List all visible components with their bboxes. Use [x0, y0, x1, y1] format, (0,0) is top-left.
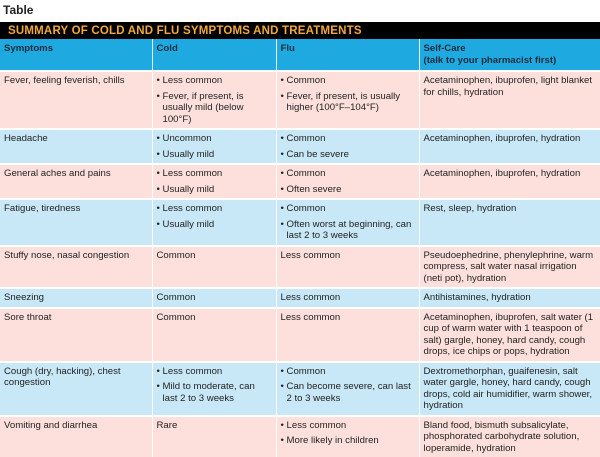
header-symptoms: Symptoms	[0, 39, 152, 71]
bullet-item: • Less common	[157, 168, 272, 180]
symptom-cell: Fever, feeling feverish, chills	[0, 71, 152, 129]
symptom-cell: Sore throat	[0, 308, 152, 362]
self-care-cell: Acetaminophen, ibuprofen, hydration	[419, 164, 600, 199]
bullet-item: • Less common	[281, 420, 415, 432]
flu-cell	[276, 362, 419, 416]
bullet-item: • Less common	[157, 75, 272, 87]
flu-cell	[276, 164, 419, 199]
bullet-item: • Often severe	[281, 184, 415, 196]
self-care-cell: Acetaminophen, ibuprofen, hydration	[419, 129, 600, 164]
header-self-care-note: (talk to your pharmacist first)	[424, 55, 557, 66]
bullet-item: • Fever, if present, is usually mild (below 100°F)	[157, 91, 272, 126]
header-self-care	[419, 39, 600, 71]
bullet-item: • Less common	[157, 203, 272, 215]
cold-cell	[152, 362, 276, 416]
header-cold: Cold	[152, 39, 276, 71]
symptom-cell: General aches and pains	[0, 164, 152, 199]
self-care-cell: Pseudoephedrine, phenylephrine, warm compress, salt water nasal irrigation (neti pot), hydration	[419, 246, 600, 289]
bullet-item: • Usually mild	[157, 219, 272, 231]
bullet-item: • Uncommon	[157, 133, 272, 145]
bullet-item: • Common	[281, 366, 415, 378]
bullet-item: • Common	[281, 168, 415, 180]
cold-cell: Common	[152, 308, 276, 362]
symptoms-table	[0, 39, 600, 457]
bullet-item: • Common	[281, 133, 415, 145]
self-care-cell: Bland food, bismuth subsalicylate, phosphorated carbohydrate solution, loperamide, hydration	[419, 416, 600, 457]
symptom-cell: Headache	[0, 129, 152, 164]
symptom-cell: Vomiting and diarrhea	[0, 416, 152, 457]
bullet-item: • Mild to moderate, can last 2 to 3 weeks	[157, 381, 272, 404]
self-care-cell: Dextromethorphan, guaifenesin, salt water gargle, honey, hard candy, cough drops, cold air humidifier, warm shower, hydration	[419, 362, 600, 416]
cold-cell: Rare	[152, 416, 276, 457]
bullet-item: • Common	[281, 75, 415, 87]
self-care-cell: Rest, sleep, hydration	[419, 199, 600, 246]
table-row	[0, 308, 600, 362]
header-flu: Flu	[276, 39, 419, 71]
table-row	[0, 199, 600, 246]
cold-cell	[152, 129, 276, 164]
flu-cell	[276, 416, 419, 457]
bullet-item: • Can be severe	[281, 149, 415, 161]
symptom-cell: Fatigue, tiredness	[0, 199, 152, 246]
table-row	[0, 71, 600, 129]
bullet-item: • Can become severe, can last 2 to 3 weeks	[281, 381, 415, 404]
bullet-item: • Usually mild	[157, 184, 272, 196]
bullet-item: • Usually mild	[157, 149, 272, 161]
flu-cell: Less common	[276, 288, 419, 308]
header-row	[0, 39, 600, 71]
flu-cell	[276, 71, 419, 129]
cold-cell	[152, 164, 276, 199]
table-body	[0, 71, 600, 457]
bullet-item: • More likely in children	[281, 435, 415, 447]
flu-cell	[276, 129, 419, 164]
symptom-cell: Cough (dry, hacking), chest congestion	[0, 362, 152, 416]
symptom-cell: Sneezing	[0, 288, 152, 308]
table-row	[0, 288, 600, 308]
table-row	[0, 129, 600, 164]
header-self-care-label: Self-Care	[424, 43, 466, 54]
table-label: Table	[0, 0, 600, 20]
flu-cell: Less common	[276, 308, 419, 362]
self-care-cell: Acetaminophen, ibuprofen, salt water (1 cup of warm water with 1 teaspoon of salt) gargle, honey, hard candy, cough drops, ice chips or pops, hydration	[419, 308, 600, 362]
cold-cell: Common	[152, 246, 276, 289]
table-row	[0, 246, 600, 289]
bullet-item: • Fever, if present, is usually higher (100°F–104°F)	[281, 91, 415, 114]
cold-cell	[152, 199, 276, 246]
flu-cell: Less common	[276, 246, 419, 289]
symptom-cell: Stuffy nose, nasal congestion	[0, 246, 152, 289]
table-title: SUMMARY OF COLD AND FLU SYMPTOMS AND TREATMENTS	[0, 22, 600, 39]
table-row	[0, 416, 600, 457]
flu-cell	[276, 199, 419, 246]
bullet-item: • Less common	[157, 366, 272, 378]
cold-cell	[152, 71, 276, 129]
table-row	[0, 164, 600, 199]
bullet-item: • Often worst at beginning, can last 2 to 3 weeks	[281, 219, 415, 242]
self-care-cell: Acetaminophen, ibuprofen, light blanket for chills, hydration	[419, 71, 600, 129]
bullet-item: • Common	[281, 203, 415, 215]
cold-cell: Common	[152, 288, 276, 308]
table-row	[0, 362, 600, 416]
self-care-cell: Antihistamines, hydration	[419, 288, 600, 308]
